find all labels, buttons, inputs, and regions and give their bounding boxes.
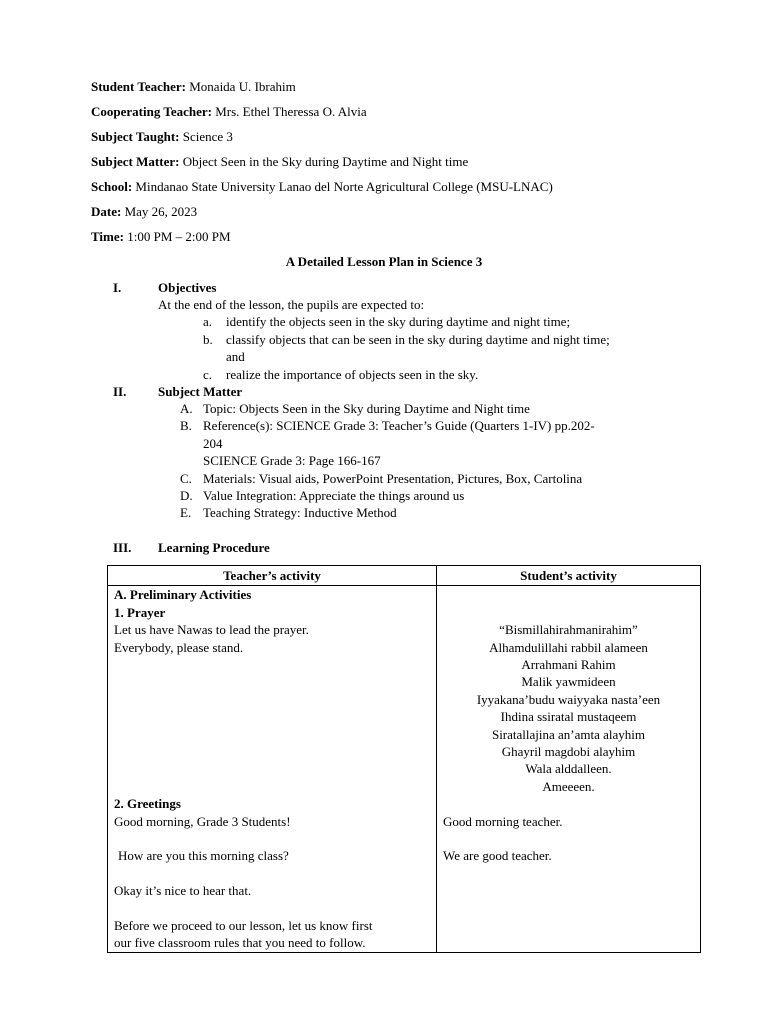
time-label: Time:	[91, 229, 124, 244]
subject-matter-heading: Subject Matter	[158, 384, 243, 399]
teacher-line: Before we proceed to our lesson, let us know first	[114, 917, 373, 933]
teacher-line: our five classroom rules that you need to follow.	[114, 935, 366, 951]
time-value: 1:00 PM – 2:00 PM	[127, 229, 231, 244]
prayer-heading: 1. Prayer	[114, 604, 166, 620]
subject-matter-marker: D.	[180, 488, 193, 503]
prayer-line: “Bismillahirahmanirahim”	[499, 622, 638, 638]
subject-matter-marker: A.	[180, 401, 193, 416]
school-label: School:	[91, 179, 133, 194]
school-value: Mindanao State University Lanao del Norte Agricultural College (MSU-LNAC)	[135, 179, 553, 194]
cooperating-teacher-label: Cooperating Teacher:	[91, 104, 212, 119]
greetings-heading: 2. Greetings	[114, 796, 181, 812]
prayer-line: Ghayril magdobi alayhim	[501, 744, 636, 760]
objectives-intro: At the end of the lesson, the pupils are expected to:	[158, 297, 425, 312]
teacher-line: How are you this morning class?	[118, 848, 289, 864]
subject-taught-value: Science 3	[182, 129, 233, 144]
objective-item: classify objects that can be seen in the sky during daytime and night time;	[226, 332, 610, 347]
prayer-line: Arrahmani Rahim	[521, 657, 616, 672]
teacher-line: Okay it’s nice to hear that.	[114, 883, 252, 899]
student-line: Good morning teacher.	[443, 813, 563, 829]
teacher-activity-cell	[108, 586, 437, 952]
subject-matter-line	[91, 154, 468, 170]
prayer-line: Wala alddalleen.	[525, 761, 612, 777]
objective-item-continued: and	[226, 349, 245, 364]
prayer-line: Malik yawmideen	[521, 674, 616, 690]
subject-matter-label: Subject Matter:	[91, 154, 180, 169]
subject-matter-item: Materials: Visual aids, PowerPoint Presentation, Pictures, Box, Cartolina	[203, 471, 583, 486]
date-value: May 26, 2023	[124, 204, 198, 219]
student-teacher-label: Student Teacher:	[91, 79, 186, 94]
prayer-line: Siratallajina an’amta alayhim	[491, 726, 646, 742]
objectives-numeral: I.	[113, 280, 122, 295]
subject-matter-value: Object Seen in the Sky during Daytime and Night time	[182, 154, 469, 169]
prayer-line: Alhamdulillahi rabbil alameen	[489, 639, 648, 655]
student-activity-cell	[437, 586, 701, 952]
objective-item: realize the importance of objects seen in the sky.	[226, 367, 479, 382]
student-activity-header: Student’s activity	[437, 566, 701, 586]
student-teacher-value: Monaida U. Ibrahim	[189, 79, 296, 94]
prayer-line: Ameeeen.	[542, 778, 595, 794]
table-header-row	[108, 566, 701, 586]
subject-taught-label: Subject Taught:	[91, 129, 180, 144]
preliminary-activities-heading: A. Preliminary Activities	[114, 587, 252, 603]
subject-matter-item: Reference(s): SCIENCE Grade 3: Teacher’s Guide (Quarters 1-IV) pp.202-	[203, 418, 595, 433]
student-line: We are good teacher.	[443, 848, 552, 864]
document-title: A Detailed Lesson Plan in Science 3	[285, 254, 483, 269]
subject-matter-item-continued: SCIENCE Grade 3: Page 166-167	[203, 453, 381, 468]
teacher-line: Good morning, Grade 3 Students!	[114, 813, 291, 829]
objective-item: identify the objects seen in the sky during daytime and night time;	[226, 314, 571, 329]
subject-matter-marker: B.	[180, 418, 192, 433]
objective-marker: a.	[203, 314, 213, 329]
subject-matter-item-continued: 204	[203, 436, 223, 451]
school-line	[91, 179, 553, 195]
subject-taught-line	[91, 129, 233, 145]
objectives-heading: Objectives	[158, 280, 217, 295]
cooperating-teacher-line	[91, 104, 367, 120]
cooperating-teacher-value: Mrs. Ethel Theressa O. Alvia	[215, 104, 367, 119]
student-teacher-line	[91, 79, 296, 95]
objective-marker: b.	[203, 332, 213, 347]
prayer-line: Ihdina ssiratal mustaqeem	[500, 709, 637, 725]
procedure-heading: Learning Procedure	[158, 540, 270, 555]
teacher-activity-header: Teacher’s activity	[108, 566, 437, 586]
activity-table	[107, 565, 701, 953]
subject-matter-item: Topic: Objects Seen in the Sky during Daytime and Night time	[203, 401, 530, 416]
subject-matter-marker: E.	[180, 505, 192, 520]
procedure-numeral: III.	[113, 540, 132, 555]
prayer-line: Iyyakana’budu waiyyaka nasta’een	[476, 691, 661, 707]
table-row	[108, 586, 701, 952]
subject-matter-numeral: II.	[113, 384, 127, 399]
teacher-line: Let us have Nawas to lead the prayer.	[114, 622, 309, 638]
date-label: Date:	[91, 204, 122, 219]
subject-matter-marker: C.	[180, 471, 192, 486]
objective-marker: c.	[203, 367, 213, 382]
teacher-line: Everybody, please stand.	[114, 639, 244, 655]
subject-matter-item: Value Integration: Appreciate the things around us	[203, 488, 465, 503]
time-line	[91, 229, 231, 245]
subject-matter-item: Teaching Strategy: Inductive Method	[203, 505, 397, 520]
date-line	[91, 204, 197, 220]
